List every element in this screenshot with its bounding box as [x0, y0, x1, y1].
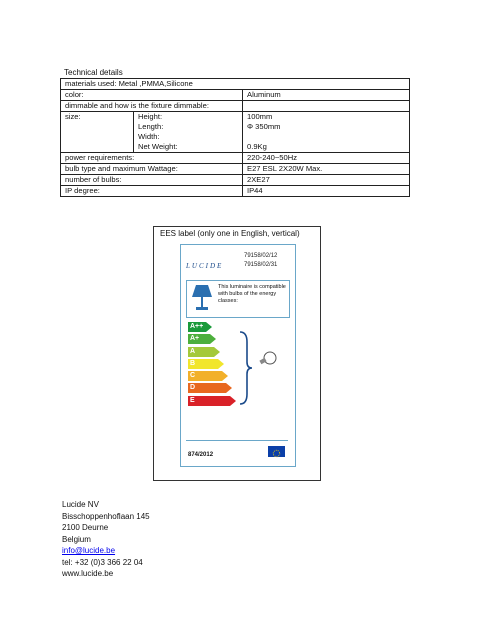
- product-code: 79158/02/31: [244, 262, 278, 268]
- width-value: [247, 132, 405, 142]
- width-label: Width:: [138, 132, 160, 141]
- regulation-number: 874/2012: [188, 452, 214, 458]
- table-row: [61, 79, 410, 90]
- bulbs-value: 2XE27: [243, 175, 410, 186]
- compatibility-text: This luminaire is compatible with bulbs of the energy classes:: [218, 284, 286, 304]
- length-value: Φ 350mm: [247, 122, 281, 131]
- technical-details-title: Technical details: [64, 68, 123, 77]
- energy-class-bar: B: [188, 359, 218, 369]
- length-label: Length:: [138, 122, 164, 131]
- color-label: color:: [61, 90, 243, 101]
- table-row: [61, 175, 410, 186]
- table-row: [61, 186, 410, 197]
- table-lamp-icon: [190, 283, 214, 313]
- energy-class-bar: C: [188, 371, 222, 381]
- dimmable-label: dimmable and how is the fixture dimmable:: [61, 101, 243, 112]
- dimmable-value: [243, 101, 410, 112]
- eu-flag-icon: [268, 446, 285, 457]
- telephone: tel: +32 (0)3 366 22 04: [62, 557, 143, 567]
- company-address: [62, 499, 150, 580]
- street: Bisschoppenhoflaan 145: [62, 511, 150, 521]
- city: 2100 Deurne: [62, 523, 109, 532]
- ip-label: IP degree:: [61, 186, 243, 197]
- materials-cell: materials used: Metal ,PMMA,Silicone: [61, 79, 410, 90]
- color-value: Aluminum: [243, 90, 410, 101]
- energy-class-bar: A+: [188, 334, 210, 344]
- brand-logo: LUCIDE: [186, 262, 224, 270]
- size-dimension-labels: [134, 112, 243, 153]
- height-value: 100mm: [247, 112, 273, 121]
- energy-class-bar: E: [188, 396, 230, 406]
- table-row: [61, 101, 410, 112]
- brace-icon: [238, 330, 254, 406]
- size-label: size:: [61, 112, 134, 153]
- website: www.lucide.be: [62, 569, 114, 578]
- table-row: [61, 90, 410, 101]
- size-dimension-values: [243, 112, 410, 153]
- table-row: [61, 112, 410, 153]
- product-code: 79158/02/12: [244, 253, 278, 259]
- energy-class-bar: A: [188, 347, 214, 357]
- label-divider: [186, 440, 288, 441]
- weight-label: Net Weight:: [138, 142, 178, 151]
- ees-label-title: EES label (only one in English, vertical): [160, 229, 300, 238]
- power-label: power requirements:: [61, 153, 243, 164]
- ip-value: IP44: [243, 186, 410, 197]
- bulb-type-label: bulb type and maximum Wattage:: [61, 164, 243, 175]
- product-codes: [244, 252, 277, 270]
- company-name: Lucide NV: [62, 500, 99, 509]
- technical-details-table: [60, 78, 410, 197]
- energy-class-bar: A++: [188, 322, 206, 332]
- height-label: Height:: [138, 112, 163, 121]
- weight-value: 0.9Kg: [247, 142, 267, 151]
- table-row: [61, 153, 410, 164]
- power-value: 220-240~50Hz: [243, 153, 410, 164]
- country: Belgium: [62, 534, 91, 544]
- email-link[interactable]: info@lucide.be: [62, 546, 116, 555]
- energy-class-bar: D: [188, 383, 226, 393]
- bulbs-label: number of bulbs:: [61, 175, 243, 186]
- table-row: [61, 164, 410, 175]
- bulb-type-value: E27 ESL 2X20W Max.: [243, 164, 410, 175]
- light-bulb-icon: [257, 350, 279, 370]
- energy-class-bars: [188, 322, 230, 408]
